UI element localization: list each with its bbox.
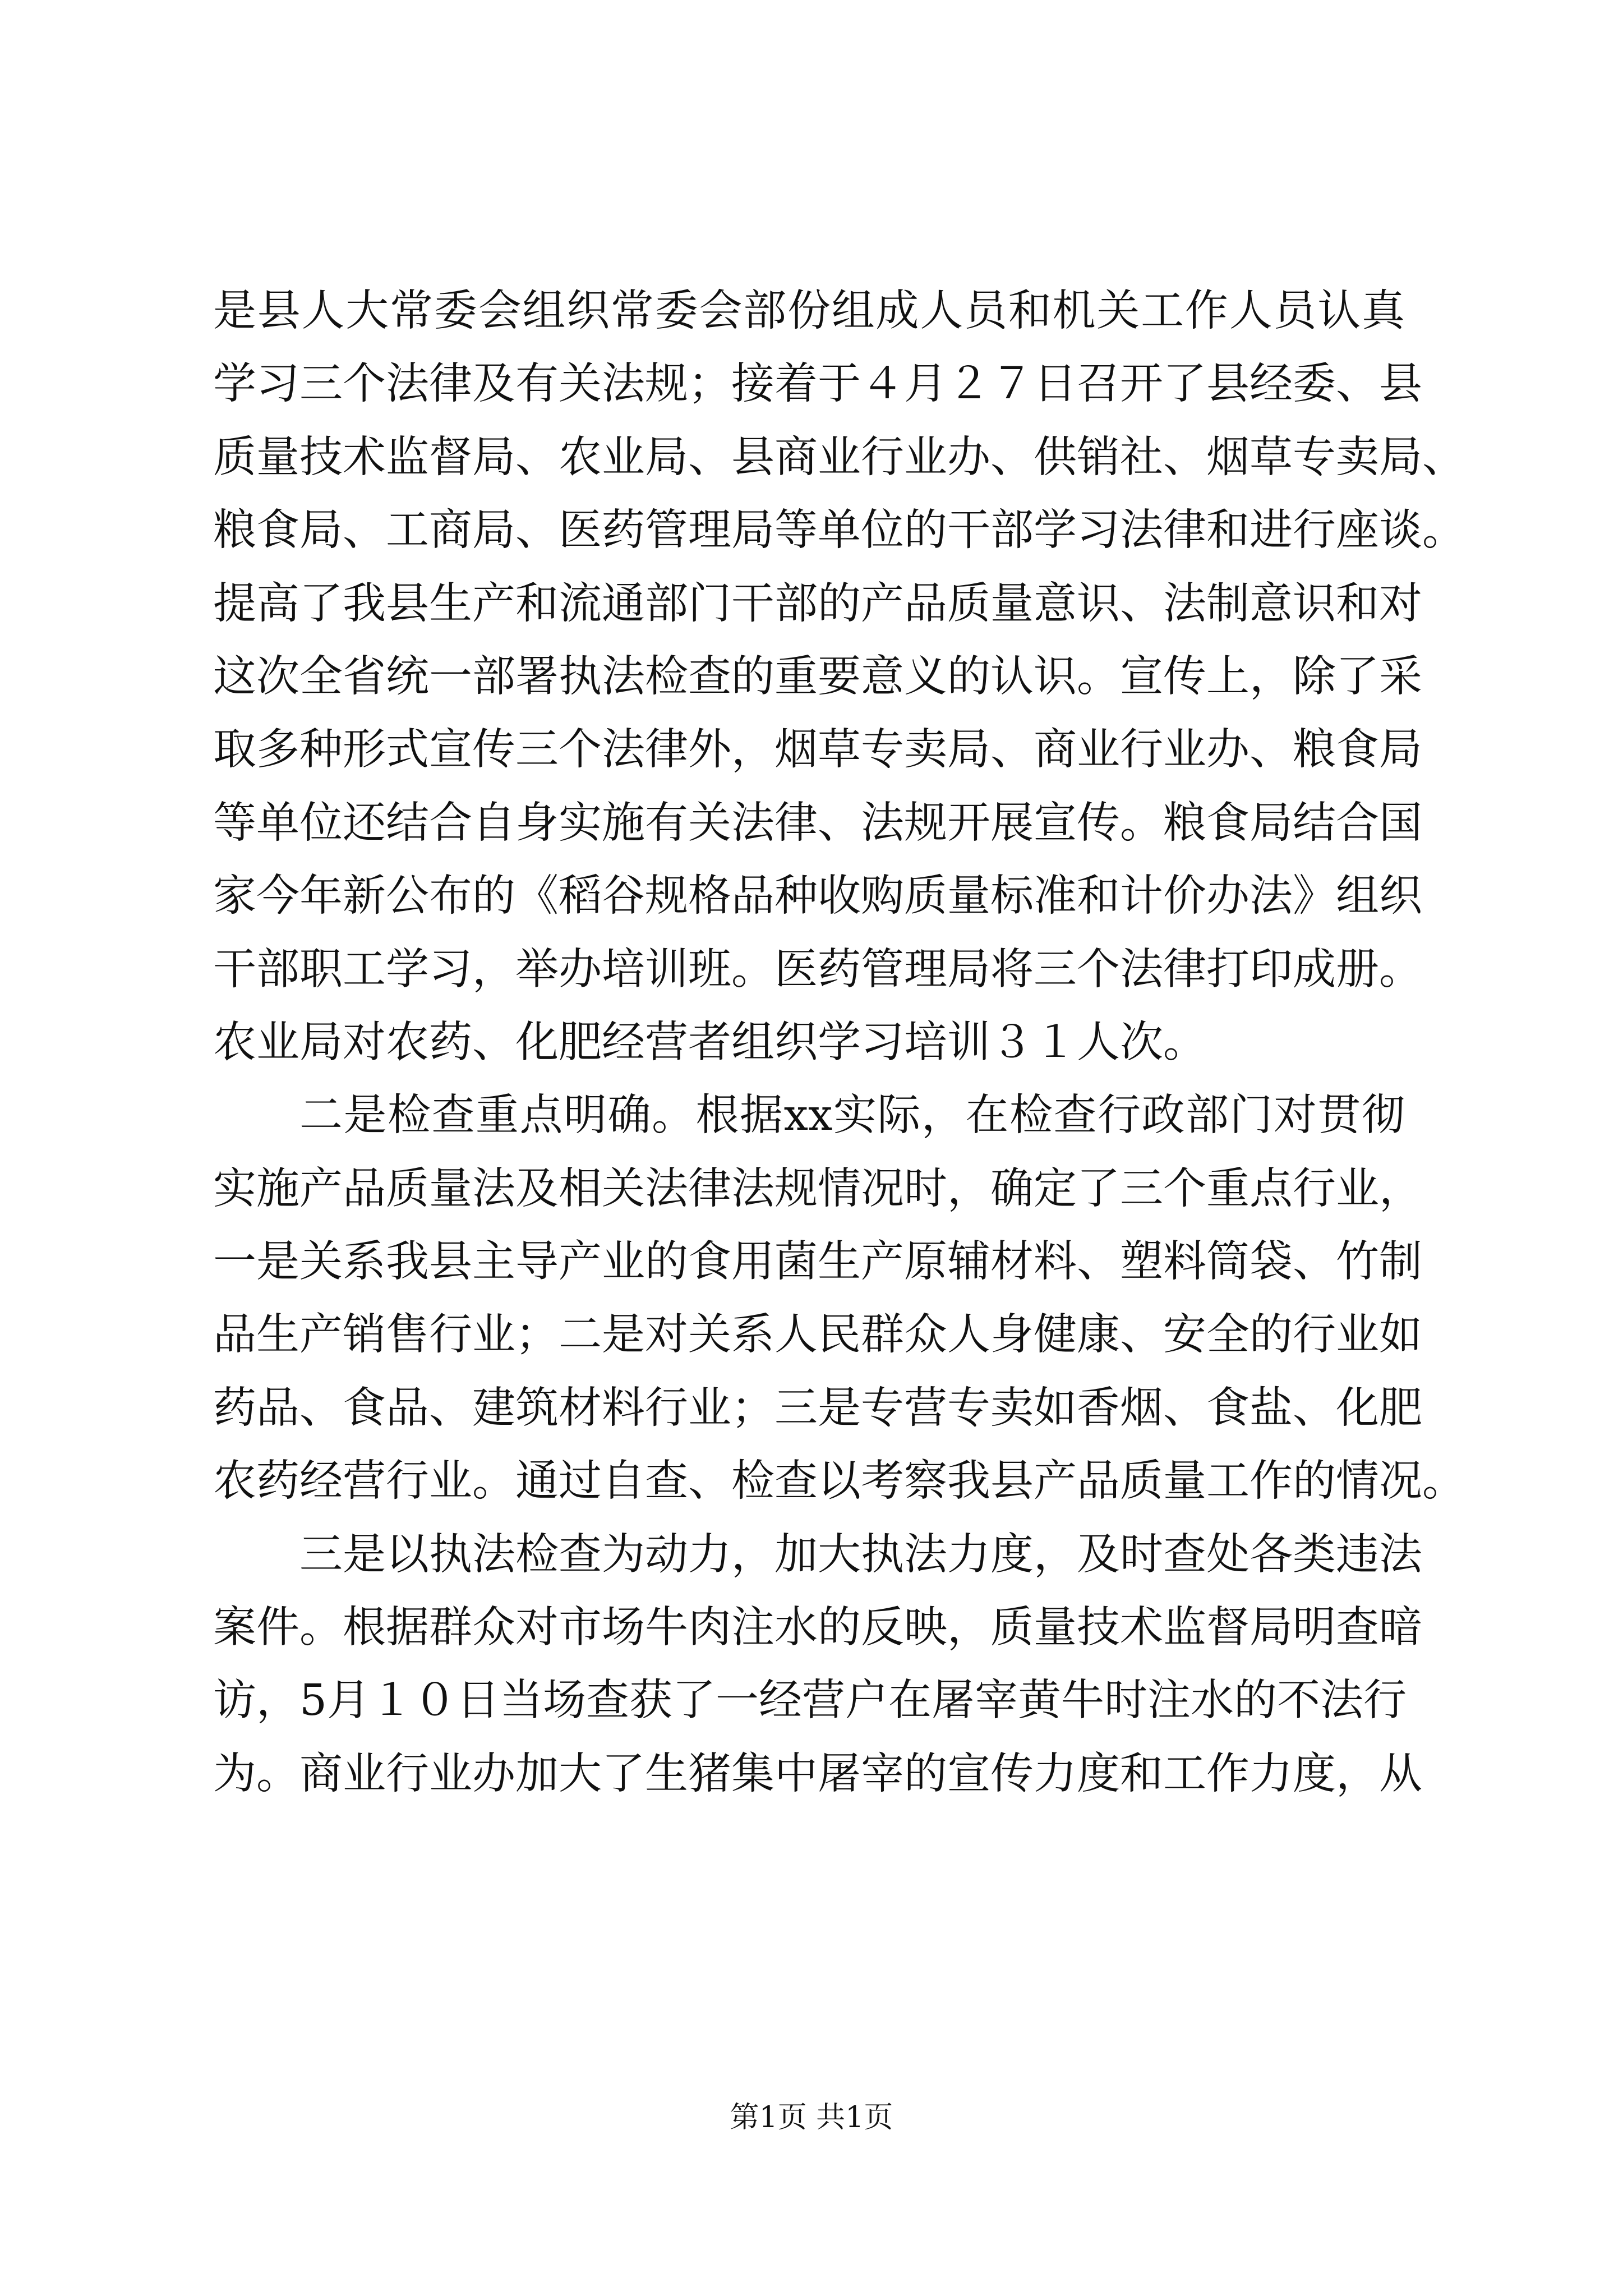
text-line: 家今年新公布的《稻谷规格品种收购质量标准和计价办法》组织 [213,871,1422,922]
text-line: 品生产销售行业；二是对关系人民群众人身健康、安全的行业如 [213,1310,1422,1360]
text-line: 一是关系我县主导产业的食用菌生产原辅材料、塑料筒袋、竹制 [213,1237,1422,1287]
text-line: 案件。根据群众对市场牛肉注水的反映，质量技术监督局明查暗 [213,1603,1422,1653]
text-line: 等单位还结合自身实施有关法律、法规开展宣传。粮食局结合国 [213,798,1422,848]
text-line: 质量技术监督局、农业局、县商业行业办、供销社、烟草专卖局、 [213,432,1465,482]
text-line: 干部职工学习，举办培训班。医药管理局将三个法律打印成册。 [213,944,1422,995]
text-line: 二是检查重点明确。根据xx实际，在检查行政部门对贯彻 [299,1091,1405,1141]
text-line: 提高了我县生产和流通部门干部的产品质量意识、法制意识和对 [213,578,1422,629]
text-line: 访，5月１０日当场查获了一经营户在屠宰黄牛时注水的不法行 [213,1676,1407,1726]
text-line: 为。商业行业办加大了生猪集中屠宰的宣传力度和工作力度，从 [213,1749,1422,1799]
text-line: 农药经营行业。通过自查、检查以考察我县产品质量工作的情况。 [213,1456,1465,1507]
text-line: 粮食局、工商局、医药管理局等单位的干部学习法律和进行座谈。 [213,505,1465,556]
text-line: 取多种形式宣传三个法律外，烟草专卖局、商业行业办、粮食局 [213,725,1422,775]
text-line: 农业局对农药、化肥经营者组织学习培训３１人次。 [213,1017,1206,1068]
text-line: 是县人大常委会组织常委会部份组成人员和机关工作人员认真 [213,286,1405,336]
text-line: 学习三个法律及有关法规；接着于４月２７日召开了县经委、县 [213,359,1422,409]
text-line: 三是以执法检查为动力，加大执法力度，及时查处各类违法 [299,1529,1422,1580]
page-footer: 第1页 共1页 [730,2101,893,2134]
text-line: 这次全省统一部署执法检查的重要意义的认识。宣传上，除了采 [213,651,1422,702]
text-line: 实施产品质量法及相关法律法规情况时，确定了三个重点行业， [213,1163,1422,1214]
body-text [213,275,1465,1811]
text-line: 药品、食品、建筑材料行业；三是专营专卖如香烟、食盐、化肥 [213,1383,1422,1433]
